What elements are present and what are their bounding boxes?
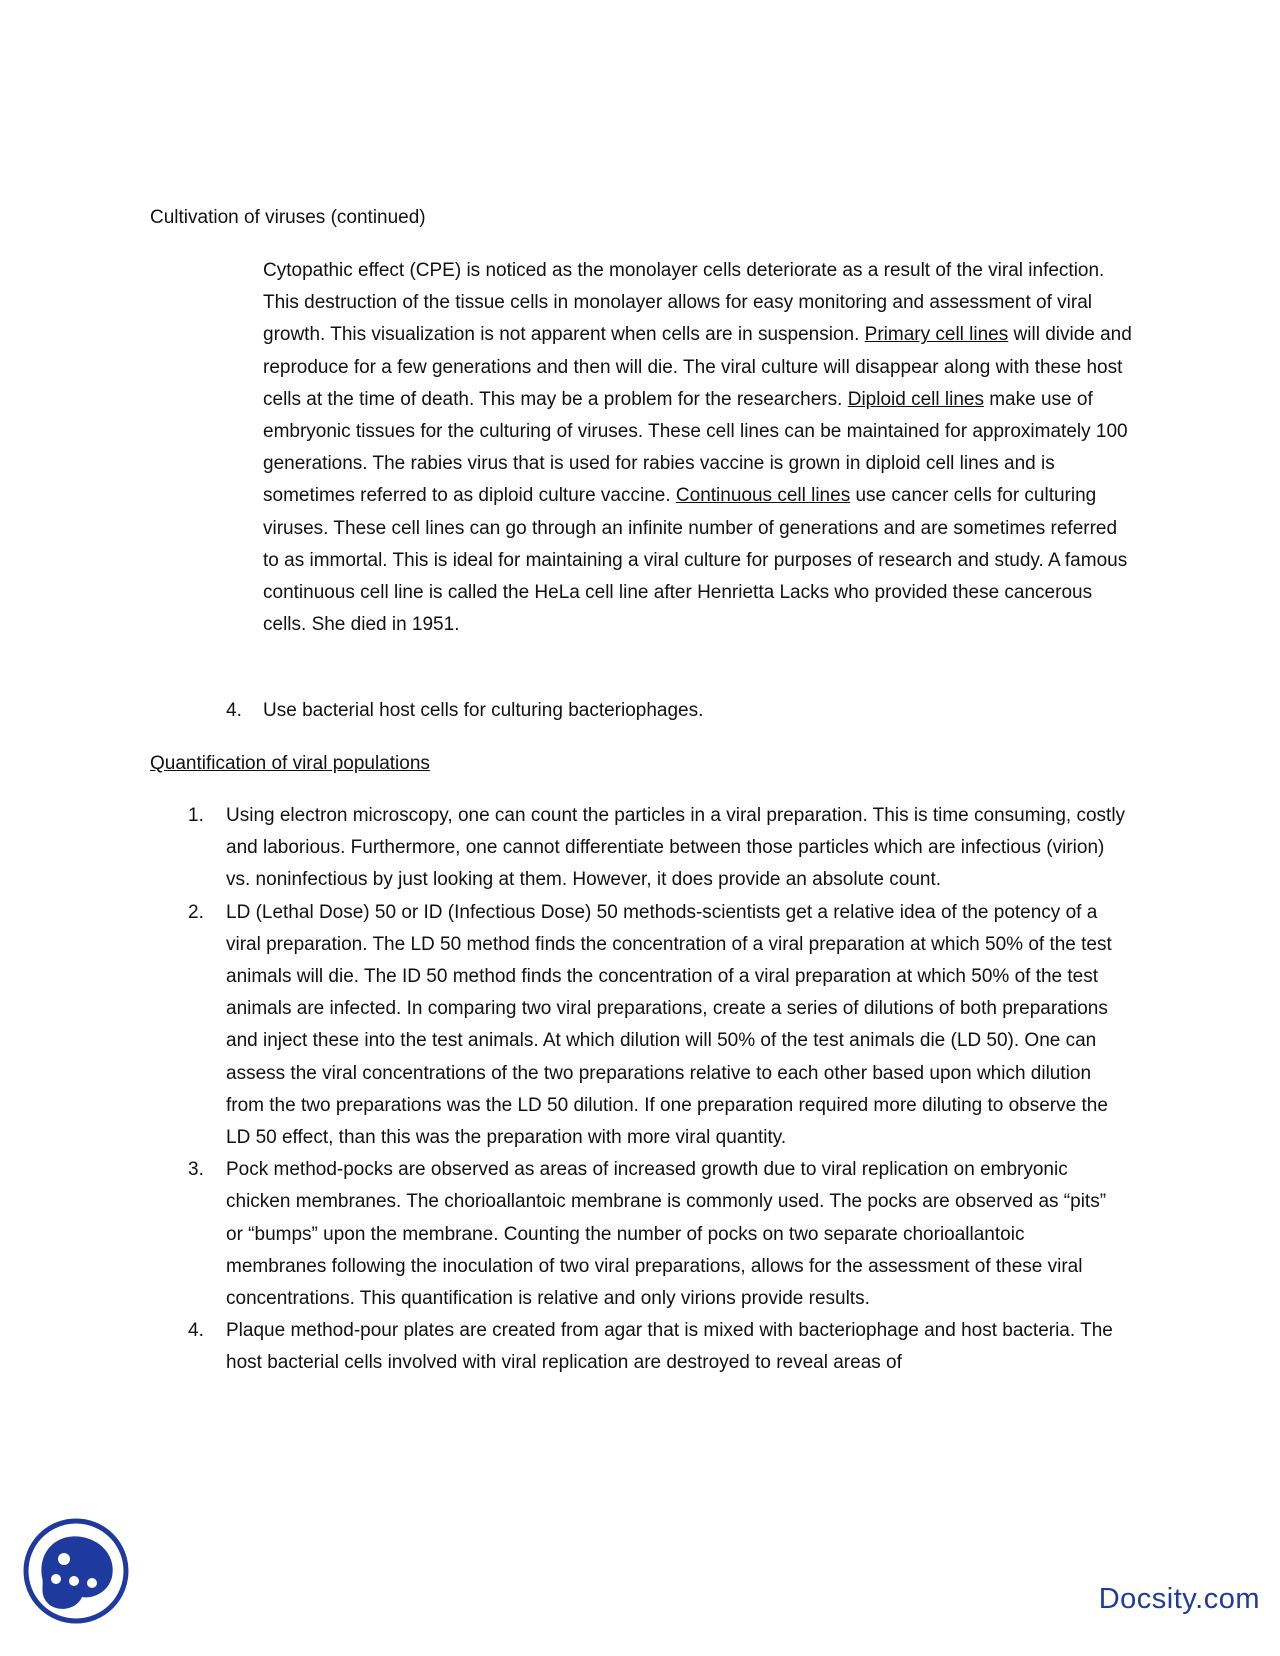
cpe-paragraph — [263, 255, 1138, 641]
cpe-text-4: use cancer cells for culturing viruses. These cell lines can go through an infinite number of generations and are sometimes referred to as immortal. This is ideal for maintaining a viral culture for purposes of research and study. A famous continuous cell line is called the HeLa cell line after Henrietta Lacks who provided these cancerous cells. She died in 1951. — [263, 485, 1128, 636]
list-item-text: Plaque method-pour plates are created from agar that is mixed with bacteriophage and host bacteria. The host bacterial cells involved with viral replication are destroyed to reveal areas of — [226, 1320, 1113, 1374]
list-item-text: LD (Lethal Dose) 50 or ID (Infectious Dose) 50 methods-scientists get a relative idea of the potency of a viral preparation. The LD 50 method finds the concentration of a viral preparation at which 50% of the test animals will die. The ID 50 method finds the concentration of a viral preparation at which 50% of the test animals are infected. In comparing two viral preparations, create a series of dilutions of both preparations and inject these into the test animals. At which dilution will 50% of the test animals die (LD 50). One can assess the viral concentrations of the two preparations relative to each other based upon which dilution from the two preparations was the LD 50 dilution. If one preparation required more diluting to observe the LD 50 effect, than this was the preparation with more viral quantity. — [226, 901, 1112, 1149]
term-continuous-cell-lines: Continuous cell lines — [675, 485, 851, 507]
list-item-text: Use bacterial host cells for culturing bacteriophages. — [263, 700, 704, 721]
docsity-brand-link[interactable]: Docsity.com — [1098, 1583, 1260, 1615]
list-item — [188, 800, 1158, 897]
list-item-number: 4. — [226, 700, 242, 721]
term-diploid-cell-lines: Diploid cell lines — [847, 388, 984, 410]
term-primary-cell-lines: Primary cell lines — [864, 324, 1009, 346]
list-item — [188, 1154, 1158, 1315]
quantification-list — [188, 800, 1158, 1380]
section-heading-cultivation: Cultivation of viruses (continued) — [150, 207, 426, 228]
list-item-number: 3. — [188, 1159, 204, 1181]
list-item — [188, 897, 1158, 1155]
list-item-number: 4. — [188, 1320, 204, 1342]
list-item-number: 1. — [188, 805, 204, 826]
list-item-number: 2. — [188, 901, 204, 923]
docsity-logo-icon[interactable] — [20, 1515, 132, 1627]
section-heading-quantification: Quantification of viral populations — [150, 753, 430, 774]
cpe-text-3: make use of embryonic tissues for the culturing of viruses. These cell lines can be maintained for approximately 100 generations. The rabies virus that is used for rabies vaccine is grown in diploid cell lines and is sometimes referred to as diploid culture vaccine. — [263, 388, 1128, 507]
cpe-text-1: Cytopathic effect (CPE) is noticed as the monolayer cells deteriorate as a result of the viral infection. This destruction of the tissue cells in monolayer allows for easy monitoring and assessment of viral growth. This visualization is not apparent when cells are in suspension. — [263, 260, 1105, 346]
list-item-text: Using electron microscopy, one can count the particles in a viral preparation. This is time consuming, costly and laborious. Furthermore, one cannot differentiate between those particles which are infectious (virion) vs. noninfectious by just looking at them. However, it does provide an absolute count. — [226, 805, 1126, 891]
list-item-text: Pock method-pocks are observed as areas of increased growth due to viral replication on embryonic chicken membranes. The chorioallantoic membrane is commonly used. The pocks are observed as “pits” or “bumps” upon the membrane. Counting the number of pocks on two separate chorioallantoic membranes following the inoculation of two viral preparations, allows for the assessment of these viral concentrations. This quantification is relative and only virions provide results. — [226, 1159, 1107, 1310]
list-item — [188, 1315, 1158, 1379]
cpe-text-2: will divide and reproduce for a few generations and then will die. The viral culture will disappear along with these host cells at the time of death. This may be a problem for the researchers. — [263, 324, 1132, 410]
